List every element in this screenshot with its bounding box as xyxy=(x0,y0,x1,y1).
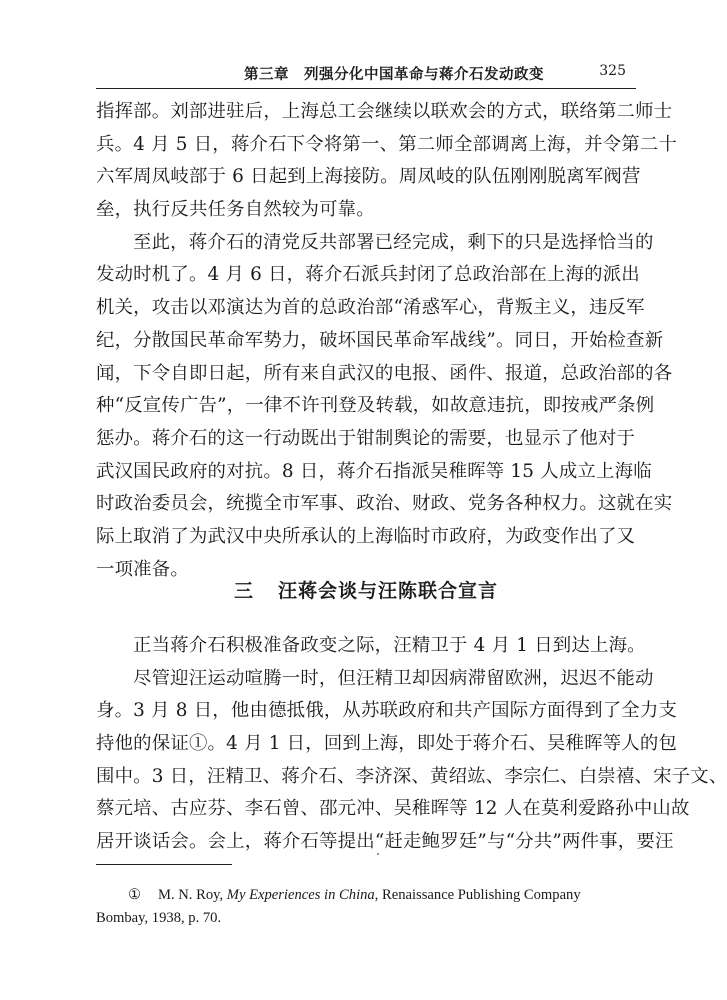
footnote-marker: ① xyxy=(128,887,142,903)
text-line: 尽管迎汪运动喧腾一时，但汪精卫却因病滞留欧洲，迟迟不能动 xyxy=(133,667,654,689)
section-heading xyxy=(96,576,636,603)
text-line: 蔡元培、古应芬、李石曾、邵元冲、吴稚晖等 12 人在莫利爱路孙中山故 xyxy=(96,798,690,820)
footnote-book-title: My Experiences in China xyxy=(226,887,375,903)
text-line: 惩办。蒋介石的这一行动既出于钳制舆论的需要，也显示了他对于 xyxy=(96,427,636,449)
text-line: 至此，蒋介石的清党反共部署已经完成，剩下的只是选择恰当的 xyxy=(133,231,654,253)
text-line: 指挥部。刘部进驻后，上海总工会继续以联欢会的方式，联络第二师士 xyxy=(96,101,673,122)
footnote-publisher: , Renaissance Publishing Company xyxy=(374,887,581,903)
text-line: 时政治委员会，统揽全市军事、政治、财政、党务各种权力。这就在实 xyxy=(96,493,673,515)
footnote-divider xyxy=(96,864,232,865)
text-line: 闻，下令自即日起，所有来自武汉的电报、函件、报道，总政治部的各 xyxy=(96,362,673,384)
text-line: 正当蒋介石积极准备政变之际，汪精卫于 4 月 1 日到达上海。 xyxy=(133,635,646,656)
text-line: 兵。4 月 5 日，蒋介石下令将第一、第二师全部调离上海，并令第二十 xyxy=(96,133,678,155)
print-speck xyxy=(377,853,379,855)
paragraph-1 xyxy=(96,96,678,227)
section-number: 三 xyxy=(233,580,254,602)
body-text-upper xyxy=(96,96,678,586)
section-title: 汪蒋会谈与汪陈联合宣言 xyxy=(278,580,499,602)
text-line: 际上取消了为武汉中央所承认的上海临时市政府，为政变作出了又 xyxy=(96,525,636,547)
text-line: 种“反宣传广告”，一律不许刊登及转载，如故意违抗，即按戒严条例 xyxy=(96,395,655,417)
paragraph-4 xyxy=(96,663,727,859)
text-line: 纪，分散国民革命军势力，破坏国民革命军战线”。同日，开始检查新 xyxy=(96,329,664,351)
text-line: 身。3 月 8 日，他由德抵俄，从苏联政府和共产国际方面得到了全力支 xyxy=(96,700,678,722)
text-line: 发动时机了。4 月 6 日，蒋介石派兵封闭了总政治部在上海的派出 xyxy=(96,264,640,286)
paragraph-2 xyxy=(96,227,673,587)
text-line: 一项准备。 xyxy=(96,558,189,580)
paragraph-3 xyxy=(96,630,646,663)
footnote-line-1 xyxy=(96,884,636,907)
text-line: 六军周凤岐部于 6 日起到上海接防。周凤岐的队伍刚刚脱离军阀营 xyxy=(96,166,641,188)
chapter-title: 第三章 列强分化中国革命与蒋介石发动政变 xyxy=(244,67,544,83)
footnote-author: M. N. Roy, xyxy=(158,887,224,903)
body-text-lower xyxy=(96,630,727,859)
text-line: 居开谈话会。会上，蒋介石等提出“赶走鲍罗廷”与“分共”两件事，要汪 xyxy=(96,831,674,853)
running-header xyxy=(96,60,636,89)
text-line: 垒，执行反共任务自然较为可靠。 xyxy=(96,199,375,221)
text-line: 围中。3 日，汪精卫、蒋介石、李济深、黄绍竑、李宗仁、白崇禧、宋子文、 xyxy=(96,765,727,787)
page-number: 325 xyxy=(599,63,626,79)
text-line: 持他的保证①。4 月 1 日，回到上海，即处于蒋介石、吴稚晖等人的包 xyxy=(96,733,678,755)
text-line: 武汉国民政府的对抗。8 日，蒋介石指派吴稚晖等 15 人成立上海临 xyxy=(96,460,652,482)
footnote-line-2: Bombay, 1938, p. 70. xyxy=(96,910,222,926)
footnote xyxy=(96,884,636,930)
text-line: 机关，攻击以邓演达为首的总政治部“淆惑军心，背叛主义，违反军 xyxy=(96,297,645,319)
